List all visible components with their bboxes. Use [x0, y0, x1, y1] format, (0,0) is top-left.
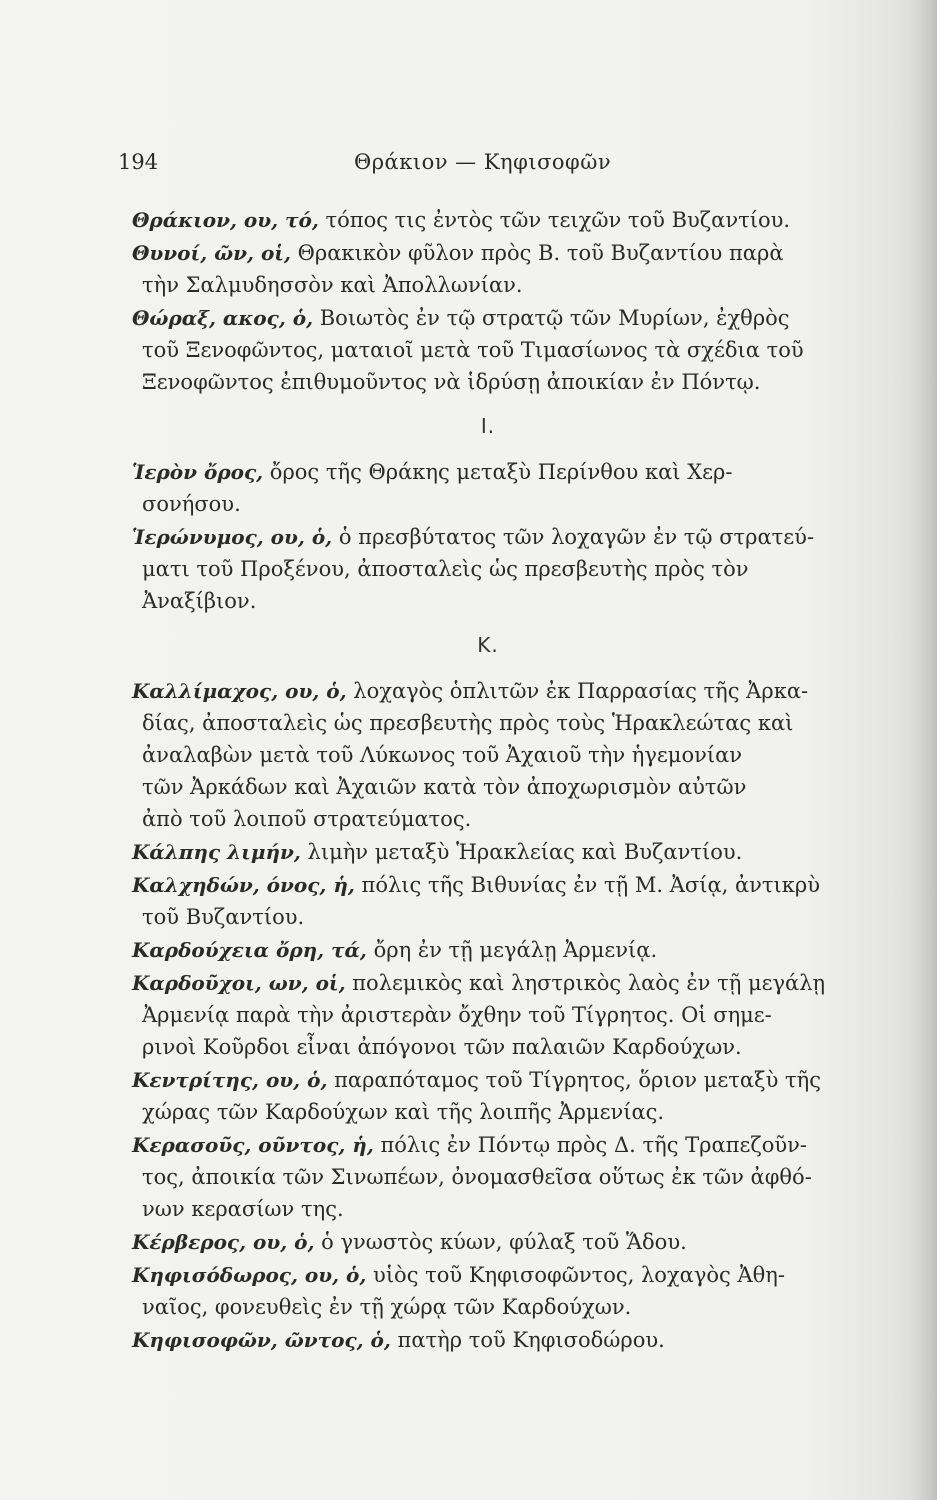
running-title: Θράκιον — Κηφισοφῶν: [354, 150, 612, 174]
glossary-entry: [132, 1064, 844, 1128]
entry-text: υἱὸς τοῦ Κηφισοφῶντος, λοχαγὸς Ἀθη-: [373, 1263, 785, 1287]
entry-text: πόλις τῆς Βιθυνίας ἐν τῇ Μ. Ἀσίᾳ, ἀντικρὺ: [361, 873, 821, 897]
entry-headword: Καλλίμαχος, ου, ὁ,: [132, 679, 347, 703]
glossary-entry: [132, 237, 844, 301]
page-header: [118, 150, 838, 180]
glossary-entry: [132, 456, 844, 520]
entry-text: τόπος τις ἐντὸς τῶν τειχῶν τοῦ Βυζαντίου.: [325, 208, 791, 232]
glossary-entry: [132, 302, 844, 398]
entry-text-continued: ναῖος, φονευθεὶς ἐν τῇ χώρᾳ τῶν Καρδούχων.: [142, 1295, 632, 1319]
entry-text: Βοιωτὸς ἐν τῷ στρατῷ τῶν Μυρίων, ἐχθρὸς: [319, 306, 790, 330]
entry-text-continued: σονήσου.: [142, 492, 241, 516]
entry-text: λοχαγὸς ὁπλιτῶν ἐκ Παρρασίας τῆς Ἀρκα-: [353, 679, 809, 703]
entry-headword: Ἱερώνυμος, ου, ὁ,: [132, 525, 333, 549]
entry-headword: Κηφισόδωρος, ου, ὁ,: [132, 1263, 367, 1287]
glossary-entry: [132, 675, 844, 835]
entry-text: ὁ πρεσβύτατος τῶν λοχαγῶν ἐν τῷ στρατεύ-: [338, 525, 815, 549]
entry-text-continued: Ἀρμενίᾳ παρὰ τὴν ἀριστερὰν ὄχθην τοῦ Τίγρητος. Οἱ σημε-: [142, 1003, 772, 1027]
entry-text: πατὴρ τοῦ Κηφισοδώρου.: [397, 1328, 665, 1352]
glossary-entry: [132, 1226, 844, 1258]
entry-text-continued: τοῦ Βυζαντίου.: [142, 905, 305, 929]
entry-text-continued: τὴν Σαλμυδησσὸν καὶ Ἀπολλωνίαν.: [142, 273, 523, 297]
entry-text: Θρακικὸν φῦλον πρὸς Β. τοῦ Βυζαντίου παρὰ: [297, 241, 784, 265]
entry-headword: Κεντρίτης, ου, ὁ,: [132, 1068, 328, 1092]
section-letter-heading: Ι.: [480, 414, 496, 438]
entry-text-continued: τοῦ Ξενοφῶντος, ματαιοῖ μετὰ τοῦ Τιμασίωνος τὰ σχέδια τοῦ: [142, 338, 804, 362]
glossary-entry: [132, 934, 844, 966]
entry-text-continued: δίας, ἀποσταλεὶς ὡς πρεσβευτὴς πρὸς τοὺς Ἡρακλεώτας καὶ: [142, 711, 794, 735]
entry-headword: Κηφισοφῶν, ῶντος, ὁ,: [132, 1328, 391, 1352]
section-theta: [132, 204, 844, 398]
entry-headword: Θράκιον, ου, τό,: [132, 208, 319, 232]
entry-text: ὁ γνωστὸς κύων, φύλαξ τοῦ Ἅδου.: [321, 1230, 687, 1254]
entry-text: ὄρος τῆς Θράκης μεταξὺ Περίνθου καὶ Χερ-: [269, 460, 733, 484]
section-kappa: [132, 629, 844, 1356]
entry-text-continued: τῶν Ἀρκάδων καὶ Ἀχαιῶν κατὰ τὸν ἀποχωρισμὸν αὐτῶν: [142, 775, 747, 799]
entry-headword: Κάλπης λιμήν,: [132, 840, 301, 864]
entry-headword: Θώραξ, ακος, ὁ,: [132, 306, 314, 330]
entry-headword: Καρδούχεια ὄρη, τά,: [132, 938, 367, 962]
entry-text-continued: χώρας τῶν Καρδούχων καὶ τῆς λοιπῆς Ἀρμενίας.: [142, 1100, 665, 1124]
entry-headword: Ἱερὸν ὄρος,: [132, 460, 264, 484]
glossary-entry: [132, 869, 844, 933]
entry-text-continued: νων κερασίων της.: [142, 1197, 344, 1221]
section-letter-heading: Κ.: [477, 633, 499, 657]
entry-text-continued: τος, ἀποικία τῶν Σινωπέων, ὀνομασθεῖσα οὕτως ἐκ τῶν ἀφθό-: [142, 1165, 812, 1189]
entry-headword: Κερασοῦς, οῦντος, ἡ,: [132, 1133, 374, 1157]
entry-headword: Θυνοί, ῶν, οἱ,: [132, 241, 291, 265]
glossary-entry: [132, 1324, 844, 1356]
entry-text: ὄρη ἐν τῇ μεγάλῃ Ἀρμενίᾳ.: [373, 938, 658, 962]
entry-text-continued: ἀπὸ τοῦ λοιποῦ στρατεύματος.: [142, 807, 472, 831]
entry-text: λιμὴν μεταξὺ Ἡρακλείας καὶ Βυζαντίου.: [307, 840, 743, 864]
glossary-entry: [132, 1259, 844, 1323]
entry-text-continued: ρινοὶ Κοῦρδοι εἶναι ἀπόγονοι τῶν παλαιῶν Καρδούχων.: [142, 1035, 742, 1059]
entry-headword: Καρδοῦχοι, ων, οἱ,: [132, 971, 346, 995]
glossary-body: [132, 204, 844, 1357]
entry-text: πόλις ἐν Πόντῳ πρὸς Δ. τῆς Τραπεζοῦν-: [380, 1133, 808, 1157]
glossary-entry: [132, 521, 844, 617]
entry-text: πολεμικὸς καὶ ληστρικὸς λαὸς ἐν τῇ μεγάλῃ: [352, 971, 826, 995]
entry-text: παραπόταμος τοῦ Τίγρητος, ὅριον μεταξὺ τῆς: [334, 1068, 821, 1092]
page-edge-shadow: [909, 0, 937, 1500]
entry-text-continued: ἀναλαβὼν μετὰ τοῦ Λύκωνος τοῦ Ἀχαιοῦ τὴν ἡγεμονίαν: [142, 743, 743, 767]
entry-headword: Κέρβερος, ου, ὁ,: [132, 1230, 315, 1254]
entry-headword: Καλχηδών, όνος, ἡ,: [132, 873, 355, 897]
page-number: 194: [118, 150, 159, 174]
glossary-entry: [132, 1129, 844, 1225]
entry-text-continued: Ξενοφῶντος ἐπιθυμοῦντος νὰ ἱδρύσῃ ἀποικίαν ἐν Πόντῳ.: [142, 370, 761, 394]
glossary-entry: [132, 204, 844, 236]
section-iota: [132, 410, 844, 617]
entry-text-continued: Ἀναξίβιον.: [142, 589, 257, 613]
glossary-entry: [132, 836, 844, 868]
glossary-entry: [132, 967, 844, 1063]
entry-text-continued: ματι τοῦ Προξένου, ἀποσταλεὶς ὡς πρεσβευτὴς πρὸς τὸν: [142, 557, 749, 581]
